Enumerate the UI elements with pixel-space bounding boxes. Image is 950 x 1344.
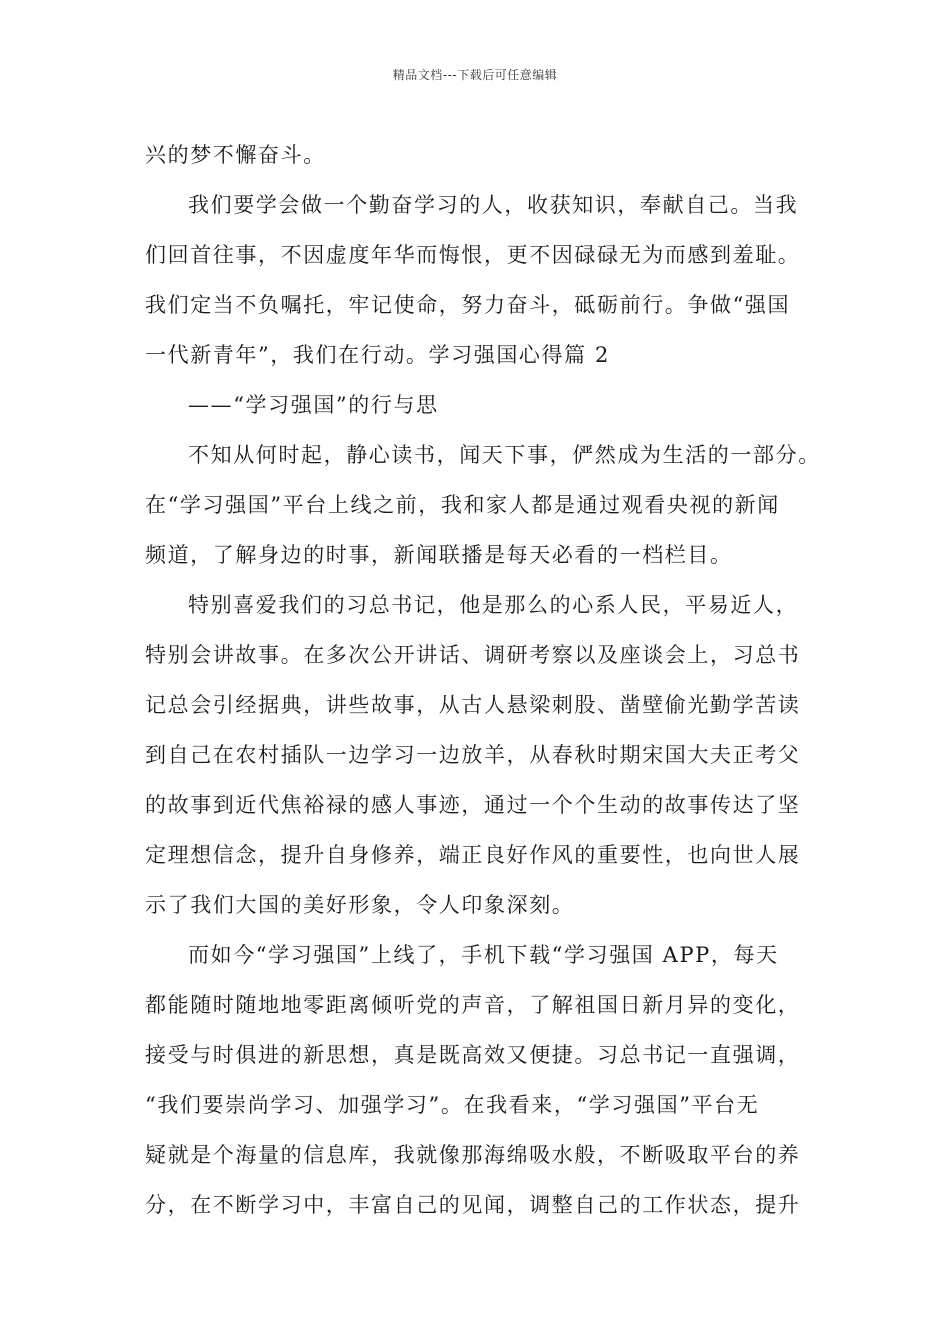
text-line: 到自己在农村插队一边学习一边放羊，从春秋时期宋国大夫正考父 [145,743,801,767]
text-line: 分，在不断学习中，丰富自己的见闻，调整自己的工作状态，提升 [145,1193,801,1217]
text-line: 兴的梦不懈奋斗。 [145,143,326,167]
text-line: 频道，了解身边的时事，新闻联播是每天必看的一档栏目。 [145,543,733,567]
text-line: 定理想信念，提升自身修养，端正良好作风的重要性，也向世人展 [145,843,801,867]
text-line: 我们要学会做一个勤奋学习的人，收获知识，奉献自己。当我 [188,193,799,217]
text-line: “我们要崇尚学习、加强学习”。在我看来，“学习强国”平台无 [145,1093,760,1117]
text-line: ——“学习强国”的行与思 [188,393,439,417]
text-line: 特别会讲故事。在多次公开讲话、调研考察以及座谈会上，习总书 [145,643,801,667]
text-line: 示了我们大国的美好形象，令人印象深刻。 [145,893,575,917]
text-line: 们回首往事，不因虚度年华而悔恨，更不因碌碌无为而感到羞耻。 [145,243,801,267]
text-line: 在“学习强国”平台上线之前，我和家人都是通过观看央视的新闻 [145,493,780,517]
text-line: 而如今“学习强国”上线了，手机下载“学习强国 APP，每天 [188,943,779,967]
document-body [145,130,825,1230]
text-line: 特别喜爱我们的习总书记，他是那么的心系人民，平易近人， [188,593,799,617]
text-line: 的故事到近代焦裕禄的感人事迹，通过一个个生动的故事传达了坚 [145,793,801,817]
text-line: 我们定当不负嘱托，牢记使命，努力奋斗，砥砺前行。争做“强国 [145,293,791,317]
text-line: 都能随时随地地零距离倾听党的声音，了解祖国日新月异的变化， [145,993,801,1017]
text-line: 不知从何时起，静心读书，闻天下事，俨然成为生活的一部分。 [188,443,821,467]
page-header: 精品文档---下载后可任意编辑 [392,68,558,82]
text-line: 接受与时俱进的新思想，真是既高效又便捷。习总书记一直强调， [145,1043,801,1067]
text-line: 一代新青年”，我们在行动。学习强国心得篇 2 [145,343,610,367]
text-line: 疑就是个海量的信息库，我就像那海绵吸水般，不断吸取平台的养 [145,1143,801,1167]
text-line: 记总会引经据典，讲些故事，从古人悬梁刺股、凿壁偷光勤学苦读 [145,693,801,717]
